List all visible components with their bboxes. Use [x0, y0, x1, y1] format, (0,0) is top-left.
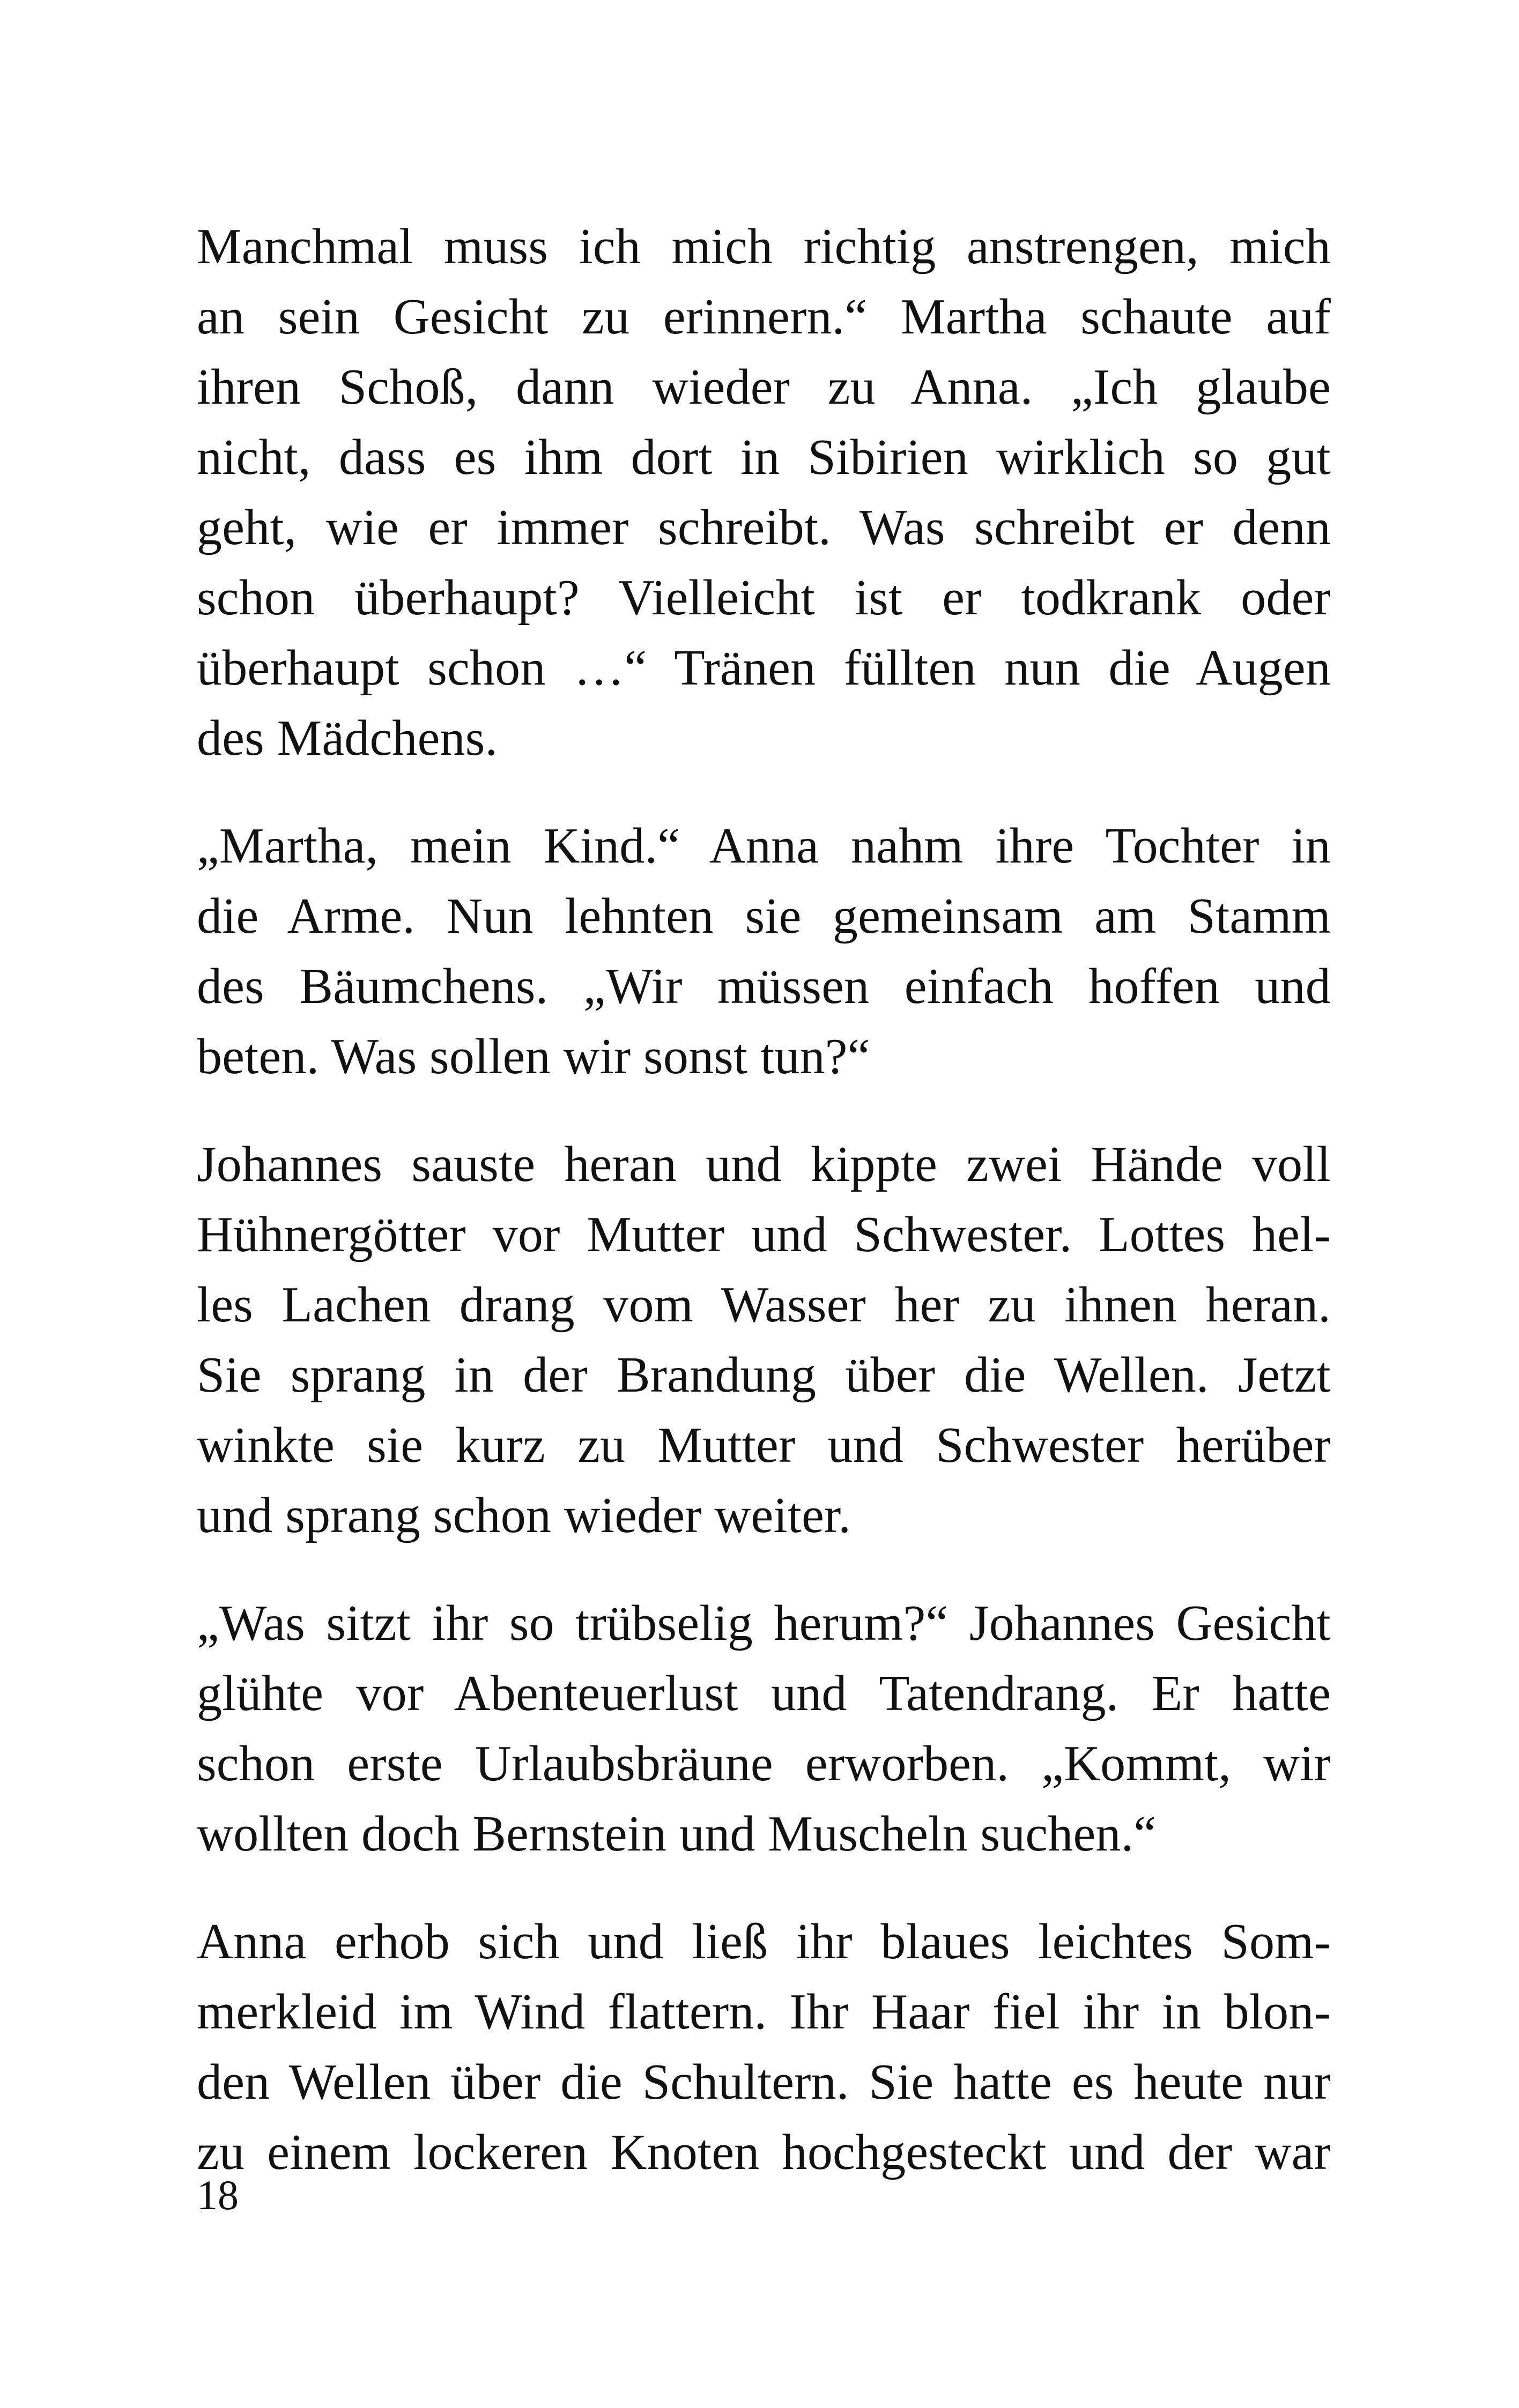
text-line: Hühnergötter vor Mutter und Schwester. Lottes hel- [197, 1207, 1331, 1262]
text-line: nicht, dass es ihm dort in Sibirien wirklich so gut [197, 429, 1331, 485]
text-line: „Martha, mein Kind.“ Anna nahm ihre Tochter in [197, 818, 1331, 874]
paragraph-2 [197, 811, 1331, 1092]
text-line: wollten doch Bernstein und Muscheln suchen.“ [197, 1806, 1157, 1862]
text-line: Sie sprang in der Brandung über die Wellen. Jetzt [197, 1347, 1331, 1403]
text-line: des Bäumchens. „Wir müssen einfach hoffen und [197, 958, 1331, 1014]
text-line: Anna erhob sich und ließ ihr blaues leichtes Som- [197, 1914, 1331, 1969]
text-line: und sprang schon wieder weiter. [197, 1488, 851, 1543]
text-line: schon überhaupt? Vielleicht ist er todkrank oder [197, 570, 1331, 626]
text-line: des Mädchens. [197, 710, 498, 766]
paragraph-3 [197, 1129, 1331, 1551]
paragraph-5 [197, 1907, 1331, 2188]
text-line: glühte vor Abenteuerlust und Tatendrang. Er hatte [197, 1666, 1331, 1721]
text-line: les Lachen drang vom Wasser her zu ihnen heran. [197, 1277, 1331, 1333]
paragraph-4 [197, 1588, 1331, 1869]
text-line: winkte sie kurz zu Mutter und Schwester herüber [197, 1417, 1331, 1473]
text-line: die Arme. Nun lehnten sie gemeinsam am Stamm [197, 888, 1331, 944]
text-line: ihren Schoß, dann wieder zu Anna. „Ich glaube [197, 359, 1331, 415]
text-line: beten. Was sollen wir sonst tun?“ [197, 1029, 870, 1084]
text-line: schon erste Urlaubsbräune erworben. „Kommt, wir [197, 1736, 1331, 1792]
text-line: merkleid im Wind flattern. Ihr Haar fiel ihr in blon- [197, 1984, 1331, 2040]
text-line: geht, wie er immer schreibt. Was schreibt er denn [197, 500, 1331, 555]
text-line: Manchmal muss ich mich richtig anstrengen, mich [197, 219, 1331, 274]
body-text [197, 212, 1331, 2225]
text-line: Johannes sauste heran und kippte zwei Hände voll [197, 1136, 1331, 1192]
text-line: zu einem lockeren Knoten hochgesteckt und der war [197, 2124, 1331, 2180]
paragraph-1 [197, 212, 1331, 774]
text-line: den Wellen über die Schultern. Sie hatte es heute nur [197, 2054, 1331, 2110]
text-line: überhaupt schon …“ Tränen füllten nun die Augen [197, 640, 1331, 696]
text-line: „Was sitzt ihr so trübselig herum?“ Johannes Gesicht [197, 1595, 1331, 1651]
text-line: an sein Gesicht zu erinnern.“ Martha schaute auf [197, 289, 1331, 345]
page-number: 18 [197, 2172, 239, 2218]
